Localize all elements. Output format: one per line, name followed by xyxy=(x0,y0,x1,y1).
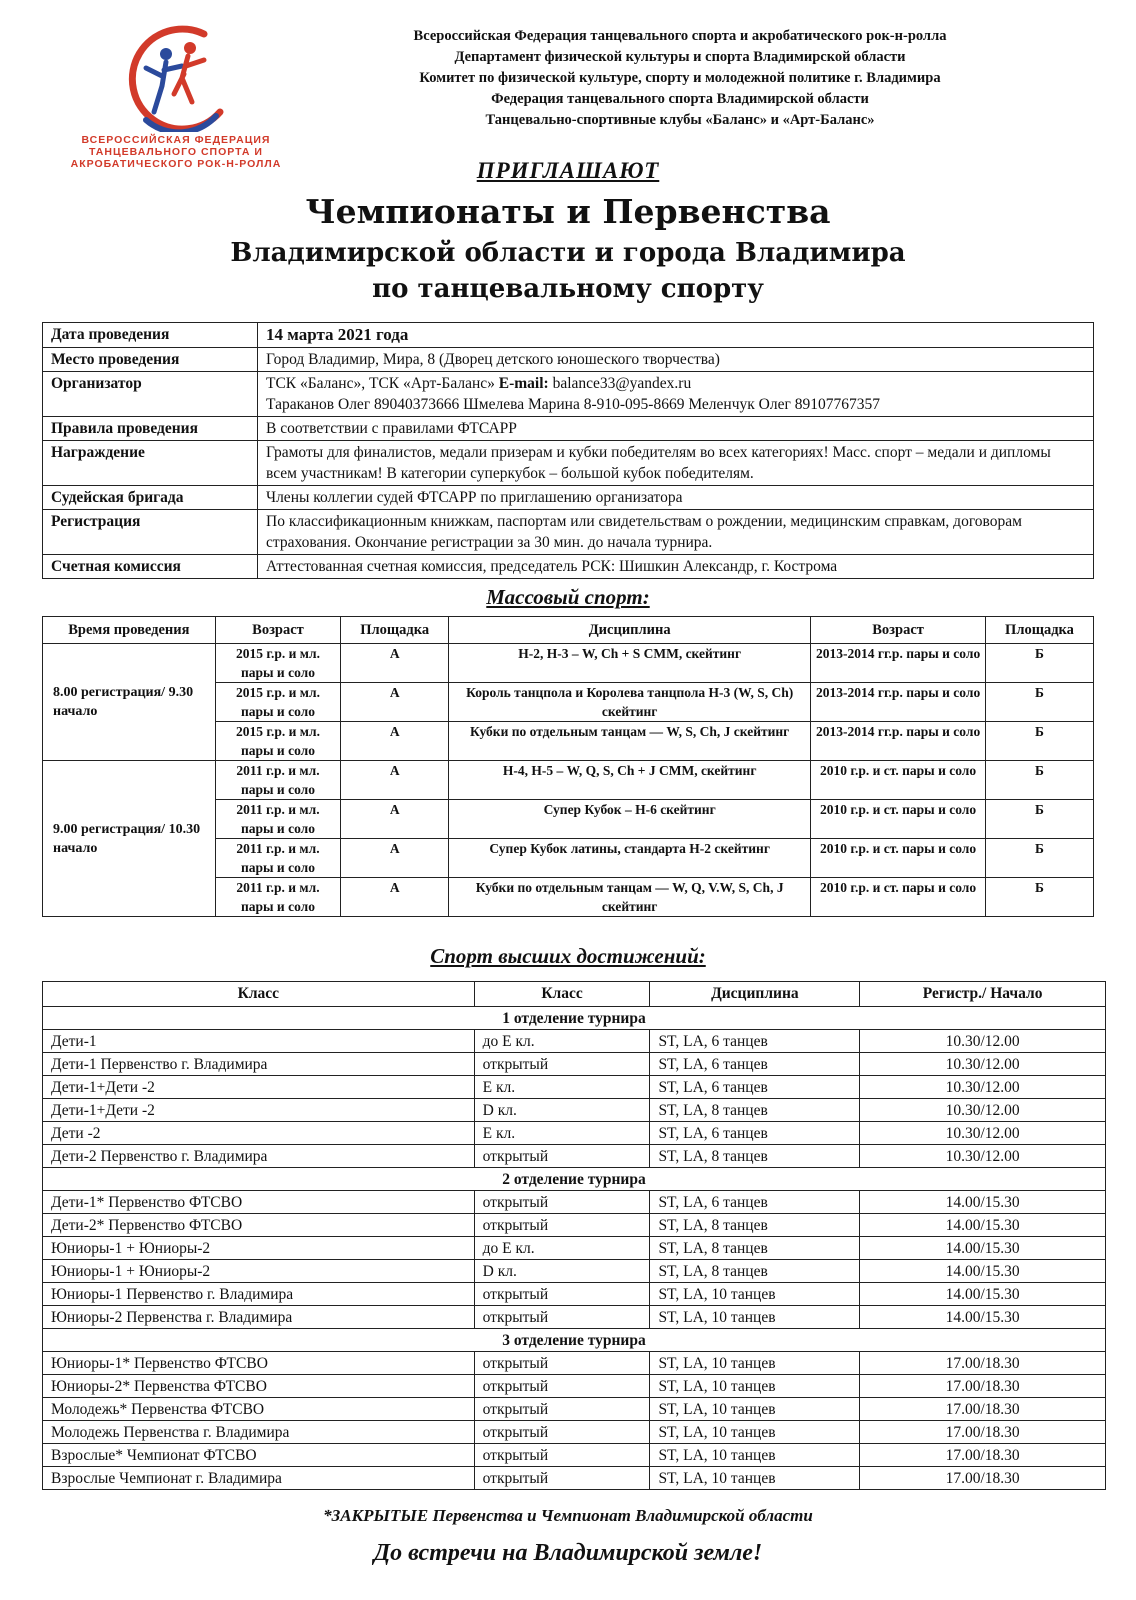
invite-heading: ПРИГЛАШАЮТ xyxy=(476,158,660,183)
age-cell: 2015 г.р. и мл. пары и соло xyxy=(215,722,340,761)
table-row xyxy=(43,1214,1106,1237)
section-row xyxy=(43,1168,1106,1191)
class-cell: Молодежь* Первенства ФТСВО xyxy=(43,1398,475,1421)
class-cell: Юниоры-1 Первенство г. Владимира xyxy=(43,1283,475,1306)
table-row xyxy=(43,1030,1106,1053)
info-value: По классификационным книжкам, паспортам или свидетельствам о рождении, медицинским справкам, договорам страхования. Окончание регистрации за 30 мин. до начала турнира. xyxy=(258,510,1094,555)
organizer-line: Танцевально-спортивные клубы «Баланс» и «Арт-Баланс» xyxy=(485,112,875,128)
section-row xyxy=(43,1329,1106,1352)
site-cell: Б xyxy=(985,878,1093,917)
discipline-cell: Супер Кубок латины, стандарта Н-2 скейтинг xyxy=(449,839,811,878)
level-cell: Е кл. xyxy=(474,1122,650,1145)
info-key: Правила проведения xyxy=(43,417,258,441)
site-cell: Б xyxy=(985,800,1093,839)
column-header: Регистр./ Начало xyxy=(860,982,1106,1007)
info-row xyxy=(43,486,1094,510)
age-cell: 2010 г.р. и ст. пары и соло xyxy=(811,800,986,839)
discipline-cell: Н-4, Н-5 – W, Q, S, Ch + J СММ, скейтинг xyxy=(449,761,811,800)
class-cell: Юниоры-2 Первенства г. Владимира xyxy=(43,1306,475,1329)
section-title: 3 отделение турнира xyxy=(43,1329,1106,1352)
info-key: Судейская бригада xyxy=(43,486,258,510)
table-row xyxy=(43,1398,1106,1421)
site-cell: А xyxy=(341,800,449,839)
site-cell: А xyxy=(341,878,449,917)
discipline-cell: ST, LA, 10 танцев xyxy=(650,1467,860,1490)
discipline-cell: ST, LA, 10 танцев xyxy=(650,1375,860,1398)
info-value: Грамоты для финалистов, медали призерам и кубки победителям во всех категориях! Масс. спорт – медали и дипломы всем участникам! В категории суперкубок – большой кубок победителям. xyxy=(258,441,1094,486)
table-row xyxy=(43,1375,1106,1398)
level-cell: D кл. xyxy=(474,1260,650,1283)
discipline-cell: ST, LA, 6 танцев xyxy=(650,1053,860,1076)
discipline-cell: ST, LA, 6 танцев xyxy=(650,1122,860,1145)
discipline-cell: ST, LA, 10 танцев xyxy=(650,1306,860,1329)
discipline-cell: ST, LA, 8 танцев xyxy=(650,1214,860,1237)
level-cell: открытый xyxy=(474,1214,650,1237)
organizer-line: Федерация танцевального спорта Владимирской области xyxy=(491,91,869,107)
age-cell: 2011 г.р. и мл. пары и соло xyxy=(215,800,340,839)
section-title: 2 отделение турнира xyxy=(43,1168,1106,1191)
mass-row xyxy=(43,644,1094,683)
table-row xyxy=(43,1122,1106,1145)
organizer-line: Всероссийская Федерация танцевального спорта и акробатического рок-н-ролла xyxy=(413,28,947,44)
class-cell: Дети-1 xyxy=(43,1030,475,1053)
closed-championships-note: *ЗАКРЫТЫЕ Первенства и Чемпионат Владимирской области xyxy=(323,1506,813,1525)
class-cell: Юниоры-1 + Юниоры-2 xyxy=(43,1260,475,1283)
info-row xyxy=(43,323,1094,348)
class-cell: Дети-2* Первенство ФТСВО xyxy=(43,1214,475,1237)
class-cell: Дети -2 xyxy=(43,1122,475,1145)
dancers-logo-icon xyxy=(116,20,236,132)
info-key: Счетная комиссия xyxy=(43,555,258,579)
info-row xyxy=(43,372,1094,417)
mass-header-row xyxy=(43,617,1094,644)
discipline-cell: ST, LA, 8 танцев xyxy=(650,1237,860,1260)
session-time: 8.00 регистрация/ 9.30 начало xyxy=(43,644,216,761)
discipline-cell: ST, LA, 10 танцев xyxy=(650,1421,860,1444)
age-cell: 2013-2014 гг.р. пары и соло xyxy=(811,722,986,761)
site-cell: Б xyxy=(985,683,1093,722)
section-row xyxy=(43,1007,1106,1030)
time-cell: 10.30/12.00 xyxy=(860,1076,1106,1099)
mass-sport-table xyxy=(42,616,1094,917)
class-cell: Взрослые* Чемпионат ФТСВО xyxy=(43,1444,475,1467)
level-cell: открытый xyxy=(474,1053,650,1076)
class-cell: Дети-1* Первенство ФТСВО xyxy=(43,1191,475,1214)
level-cell: открытый xyxy=(474,1306,650,1329)
discipline-cell: ST, LA, 6 танцев xyxy=(650,1030,860,1053)
time-cell: 17.00/18.30 xyxy=(860,1375,1106,1398)
time-cell: 14.00/15.30 xyxy=(860,1214,1106,1237)
class-cell: Молодежь Первенства г. Владимира xyxy=(43,1421,475,1444)
organizer-contacts: Тараканов Олег 89040373666 Шмелева Марина 8-910-095-8669 Меленчук Олег 89107767357 xyxy=(266,396,880,413)
discipline-cell: Н-2, Н-3 – W, Ch + S СММ, скейтинг xyxy=(449,644,811,683)
level-cell: открытый xyxy=(474,1444,650,1467)
table-row xyxy=(43,1352,1106,1375)
table-row xyxy=(43,1053,1106,1076)
time-cell: 17.00/18.30 xyxy=(860,1444,1106,1467)
age-cell: 2011 г.р. и мл. пары и соло xyxy=(215,839,340,878)
time-cell: 10.30/12.00 xyxy=(860,1053,1106,1076)
info-row xyxy=(43,348,1094,372)
info-row xyxy=(43,510,1094,555)
age-cell: 2013-2014 гг.р. пары и соло xyxy=(811,644,986,683)
level-cell: открытый xyxy=(474,1145,650,1168)
table-row xyxy=(43,1145,1106,1168)
age-cell: 2011 г.р. и мл. пары и соло xyxy=(215,878,340,917)
info-value: Члены коллегии судей ФТСАРР по приглашению организатора xyxy=(258,486,1094,510)
info-value: В соответствии с правилами ФТСАРР xyxy=(258,417,1094,441)
table-row xyxy=(43,1444,1106,1467)
discipline-cell: ST, LA, 10 танцев xyxy=(650,1352,860,1375)
level-cell: до Е кл. xyxy=(474,1030,650,1053)
organizer-clubs xyxy=(266,373,1085,394)
info-value xyxy=(258,372,1094,417)
table-row xyxy=(43,1237,1106,1260)
mass-row xyxy=(43,761,1094,800)
time-cell: 14.00/15.30 xyxy=(860,1283,1106,1306)
clubs-text: ТСК «Баланс», ТСК «Арт-Баланс» xyxy=(266,375,499,392)
column-header: Класс xyxy=(474,982,650,1007)
age-cell: 2011 г.р. и мл. пары и соло xyxy=(215,761,340,800)
table-row xyxy=(43,1191,1106,1214)
class-cell: Юниоры-1* Первенство ФТСВО xyxy=(43,1352,475,1375)
age-cell: 2010 г.р. и ст. пары и соло xyxy=(811,839,986,878)
column-header: Класс xyxy=(43,982,475,1007)
time-cell: 10.30/12.00 xyxy=(860,1145,1106,1168)
table-row xyxy=(43,1421,1106,1444)
email-link[interactable]: balance33@yandex.ru xyxy=(548,375,692,392)
site-cell: А xyxy=(341,722,449,761)
level-cell: D кл. xyxy=(474,1099,650,1122)
level-cell: открытый xyxy=(474,1283,650,1306)
column-header: Возраст xyxy=(215,617,340,644)
event-subtitle: по танцевальному спорту xyxy=(372,274,764,304)
level-cell: до Е кл. xyxy=(474,1237,650,1260)
logo-line: ВСЕРОССИЙСКАЯ ФЕДЕРАЦИЯ xyxy=(81,134,271,146)
age-cell: 2015 г.р. и мл. пары и соло xyxy=(215,683,340,722)
info-row xyxy=(43,417,1094,441)
closing-slogan: До встречи на Владимирской земле! xyxy=(373,1540,763,1566)
level-cell: открытый xyxy=(474,1191,650,1214)
column-header: Время проведения xyxy=(43,617,216,644)
organizer-line: Комитет по физической культуре, спорту и молодежной политике г. Владимира xyxy=(419,70,941,86)
table-row xyxy=(43,1467,1106,1490)
email-label: E-mail: xyxy=(498,375,549,392)
time-cell: 14.00/15.30 xyxy=(860,1260,1106,1283)
discipline-cell: Кубки по отдельным танцам — W, S, Ch, J скейтинг xyxy=(449,722,811,761)
class-cell: Юниоры-1 + Юниоры-2 xyxy=(43,1237,475,1260)
discipline-cell: Кубки по отдельным танцам — W, Q, V.W, S, Ch, J скейтинг xyxy=(449,878,811,917)
level-cell: открытый xyxy=(474,1421,650,1444)
column-header: Дисциплина xyxy=(650,982,860,1007)
mass-sport-heading: Массовый спорт: xyxy=(486,585,650,609)
column-header: Площадка xyxy=(341,617,449,644)
time-cell: 14.00/15.30 xyxy=(860,1306,1106,1329)
time-cell: 10.30/12.00 xyxy=(860,1122,1106,1145)
age-cell: 2013-2014 гг.р. пары и соло xyxy=(811,683,986,722)
table-row xyxy=(43,1306,1106,1329)
discipline-cell: ST, LA, 10 танцев xyxy=(650,1283,860,1306)
level-cell: открытый xyxy=(474,1398,650,1421)
level-cell: Е кл. xyxy=(474,1076,650,1099)
logo-line: ТАНЦЕВАЛЬНОГО СПОРТА И xyxy=(89,146,263,158)
class-cell: Дети-2 Первенство г. Владимира xyxy=(43,1145,475,1168)
table-row xyxy=(43,1283,1106,1306)
age-cell: 2015 г.р. и мл. пары и соло xyxy=(215,644,340,683)
time-cell: 17.00/18.30 xyxy=(860,1421,1106,1444)
time-cell: 17.00/18.30 xyxy=(860,1352,1106,1375)
class-cell: Взрослые Чемпионат г. Владимира xyxy=(43,1467,475,1490)
high-sport-heading: Спорт высших достижений: xyxy=(430,944,706,968)
time-cell: 10.30/12.00 xyxy=(860,1099,1106,1122)
site-cell: Б xyxy=(985,839,1093,878)
info-value: Город Владимир, Мира, 8 (Дворец детского юношеского творчества) xyxy=(258,348,1094,372)
level-cell: открытый xyxy=(474,1375,650,1398)
discipline-cell: ST, LA, 10 танцев xyxy=(650,1398,860,1421)
level-cell: открытый xyxy=(474,1352,650,1375)
table-row xyxy=(43,1076,1106,1099)
high-sport-table xyxy=(42,981,1106,1490)
site-cell: Б xyxy=(985,761,1093,800)
info-value xyxy=(258,323,1094,348)
logo-line: АКРОБАТИЧЕСКОГО РОК-Н-РОЛЛА xyxy=(70,158,282,170)
time-cell: 17.00/18.30 xyxy=(860,1467,1106,1490)
table-row xyxy=(43,1099,1106,1122)
time-cell: 14.00/15.30 xyxy=(860,1237,1106,1260)
info-table xyxy=(42,322,1094,579)
high-header-row xyxy=(43,982,1106,1007)
discipline-cell: ST, LA, 8 танцев xyxy=(650,1099,860,1122)
discipline-cell: ST, LA, 6 танцев xyxy=(650,1076,860,1099)
info-key: Регистрация xyxy=(43,510,258,555)
column-header: Возраст xyxy=(811,617,986,644)
info-key: Организатор xyxy=(43,372,258,417)
discipline-cell: Супер Кубок – Н-6 скейтинг xyxy=(449,800,811,839)
site-cell: Б xyxy=(985,722,1093,761)
time-cell: 14.00/15.30 xyxy=(860,1191,1106,1214)
site-cell: А xyxy=(341,644,449,683)
class-cell: Дети-1+Дети -2 xyxy=(43,1076,475,1099)
info-key: Дата проведения xyxy=(43,323,258,348)
session-time: 9.00 регистрация/ 10.30 начало xyxy=(43,761,216,917)
class-cell: Дети-1+Дети -2 xyxy=(43,1099,475,1122)
organizers-list xyxy=(330,26,1030,131)
info-key: Место проведения xyxy=(43,348,258,372)
age-cell: 2010 г.р. и ст. пары и соло xyxy=(811,761,986,800)
info-value: Аттестованная счетная комиссия, председатель РСК: Шишкин Александр, г. Кострома xyxy=(258,555,1094,579)
info-row xyxy=(43,441,1094,486)
site-cell: Б xyxy=(985,644,1093,683)
class-cell: Дети-1 Первенство г. Владимира xyxy=(43,1053,475,1076)
event-title: Чемпионаты и Первенства xyxy=(305,192,831,231)
age-cell: 2010 г.р. и ст. пары и соло xyxy=(811,878,986,917)
time-cell: 17.00/18.30 xyxy=(860,1398,1106,1421)
table-row xyxy=(43,1260,1106,1283)
discipline-cell: ST, LA, 6 танцев xyxy=(650,1191,860,1214)
site-cell: А xyxy=(341,683,449,722)
discipline-cell: ST, LA, 8 танцев xyxy=(650,1145,860,1168)
event-subtitle: Владимирской области и города Владимира xyxy=(230,238,906,268)
discipline-cell: ST, LA, 8 танцев xyxy=(650,1260,860,1283)
site-cell: А xyxy=(341,761,449,800)
site-cell: А xyxy=(341,839,449,878)
column-header: Площадка xyxy=(985,617,1093,644)
discipline-cell: ST, LA, 10 танцев xyxy=(650,1444,860,1467)
time-cell: 10.30/12.00 xyxy=(860,1030,1106,1053)
discipline-cell: Король танцпола и Королева танцпола Н-3 (W, S, Ch) скейтинг xyxy=(449,683,811,722)
info-key: Награждение xyxy=(43,441,258,486)
column-header: Дисциплина xyxy=(449,617,811,644)
level-cell: открытый xyxy=(474,1467,650,1490)
class-cell: Юниоры-2* Первенства ФТСВО xyxy=(43,1375,475,1398)
organizer-line: Департамент физической культуры и спорта Владимирской области xyxy=(454,49,906,65)
event-date: 14 марта 2021 года xyxy=(266,325,409,344)
info-row xyxy=(43,555,1094,579)
section-title: 1 отделение турнира xyxy=(43,1007,1106,1030)
